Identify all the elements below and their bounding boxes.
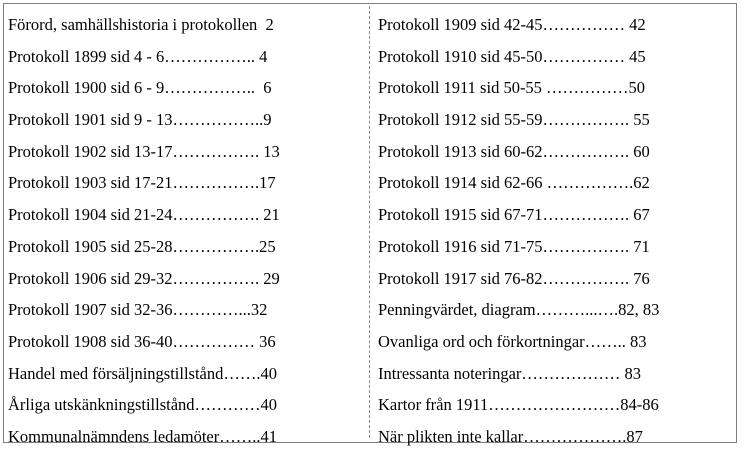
toc-left-column [8, 9, 364, 453]
toc-entry: Kommunalnämndens ledamöter……..41 [8, 426, 277, 446]
toc-entry: Protokoll 1914 sid 62-66 …………….62 [378, 173, 650, 193]
toc-entry: Protokoll 1913 sid 60-62……………. 60 [378, 141, 650, 161]
toc-entry: Protokoll 1901 sid 9 - 13……………..9 [8, 110, 272, 130]
toc-entry: Protokoll 1912 sid 55-59……………. 55 [378, 110, 650, 130]
toc-entry: När plikten inte kallar……………….87 [378, 426, 643, 446]
toc-entry: Protokoll 1916 sid 71-75……………. 71 [378, 236, 650, 256]
toc-entry: Kartor från 1911……………………84-86 [378, 395, 659, 415]
toc-entry: Protokoll 1917 sid 76-82……………. 76 [378, 268, 650, 288]
toc-entry: Protokoll 1915 sid 67-71……………. 67 [378, 205, 650, 225]
column-divider [369, 6, 370, 438]
toc-entry: Protokoll 1907 sid 32-36…………...32 [8, 300, 268, 320]
toc-entry: Protokoll 1902 sid 13-17……………. 13 [8, 141, 280, 161]
toc-entry: Protokoll 1909 sid 42-45…………… 42 [378, 15, 646, 34]
toc-entry: Protokoll 1904 sid 21-24……………. 21 [8, 205, 280, 225]
toc-entry: Förord, samhällshistoria i protokollen 2 [8, 15, 274, 34]
toc-entry: Protokoll 1911 sid 50-55 ……………50 [378, 78, 646, 98]
toc-entry: Protokoll 1903 sid 17-21…………….17 [8, 173, 276, 193]
toc-entry: Handel med försäljningstillstånd…….40 [8, 363, 278, 383]
toc-entry: Årliga utskänkningstillstånd…………40 [8, 395, 278, 415]
toc-entry: Protokoll 1905 sid 25-28…………….25 [8, 236, 276, 256]
toc-entry: Intressanta noteringar……………… 83 [378, 363, 642, 383]
toc-entry: Protokoll 1900 sid 6 - 9…………….. 6 [8, 78, 272, 98]
toc-entry: Protokoll 1910 sid 45-50…………… 45 [378, 46, 646, 66]
toc-entry: Penningvärdet, diagram………...….82, 83 [378, 300, 660, 320]
toc-entry: Protokoll 1906 sid 29-32……………. 29 [8, 268, 280, 288]
toc-right-column [378, 9, 730, 453]
toc-entry: Ovanliga ord och förkortningar…….. 83 [378, 331, 647, 351]
toc-entry: Protokoll 1908 sid 36-40…………… 36 [8, 331, 276, 351]
toc-entry: Protokoll 1899 sid 4 - 6…………….. 4 [8, 46, 268, 66]
